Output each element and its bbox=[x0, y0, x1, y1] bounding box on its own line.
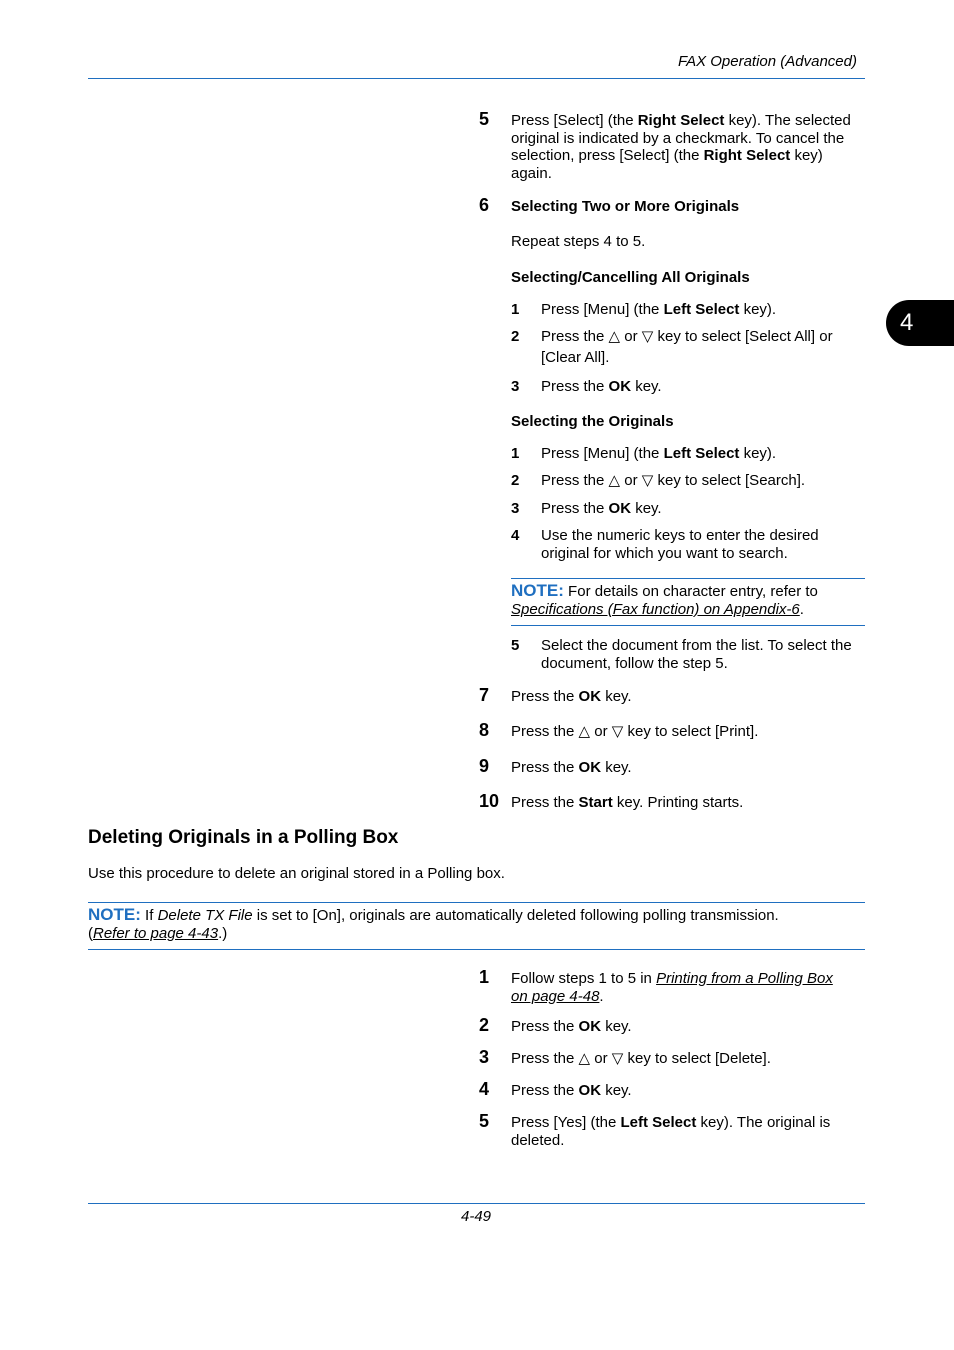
sub-step-number: 1 bbox=[511, 445, 520, 462]
note: NOTE: If Delete TX File is set to [On], originals are automatically deleted following polling transmission. (Refer to page 4-43.) bbox=[88, 905, 779, 942]
step-text: Repeat steps 4 to 5. bbox=[511, 233, 646, 250]
step-number: 2 bbox=[479, 1015, 490, 1035]
step-number: 5 bbox=[479, 1111, 490, 1131]
step-text: Press the OK key. bbox=[511, 759, 632, 776]
sub-step-text: Press [Menu] (the Left Select key). bbox=[541, 445, 777, 462]
sub-step-text: Select the document from the list. To select the document, follow the step 5. bbox=[541, 637, 852, 672]
step-number: 1 bbox=[479, 967, 490, 987]
note-rule-top bbox=[88, 902, 865, 903]
section-intro: Use this procedure to delete an original stored in a Polling box. bbox=[88, 865, 505, 882]
step-text: Press [Yes] (the Left Select key). The original is deleted. bbox=[511, 1114, 831, 1149]
chapter-tab: 4 bbox=[886, 300, 954, 346]
note-link[interactable]: Specifications (Fax function) on Appendix-6 bbox=[511, 601, 800, 618]
step-number: 6 bbox=[479, 195, 490, 215]
step-number: 3 bbox=[479, 1047, 490, 1067]
step-number: 7 bbox=[479, 685, 490, 705]
step-text: Press the OK key. bbox=[511, 1082, 632, 1099]
up-arrow-icon: △ bbox=[578, 723, 591, 740]
sub-step-number: 2 bbox=[511, 472, 520, 489]
down-arrow-icon: ▽ bbox=[641, 328, 654, 345]
sub-step-number: 3 bbox=[511, 500, 520, 517]
step-number: 9 bbox=[479, 756, 490, 776]
step-number: 5 bbox=[479, 109, 490, 129]
sub-step-text: Use the numeric keys to enter the desired original for which you want to search. bbox=[541, 527, 819, 562]
step-text: Press the △ or ▽ key to select [Delete]. bbox=[511, 1050, 771, 1067]
step-text: Press [Select] (the Right Select key). The selected original is indicated by a checkmark. To cancel the selection, press [Select] (the Right Select key) again. bbox=[511, 112, 851, 182]
step-link[interactable]: Printing from a Polling Box bbox=[656, 970, 833, 987]
step-text: Follow steps 1 to 5 in Printing from a Polling Box on page 4-48. bbox=[511, 970, 833, 1005]
step-heading: Selecting Two or More Originals bbox=[511, 198, 740, 215]
note: NOTE: For details on character entry, refer to Specifications (Fax function) on Appendix-6. bbox=[511, 581, 818, 618]
sub-step-text: Press the △ or ▽ key to select [Search]. bbox=[541, 472, 806, 489]
step-number: 8 bbox=[479, 720, 490, 740]
sub-step-text: Press the △ or ▽ key to select [Select All] or [Clear All]. bbox=[541, 328, 833, 366]
note-link[interactable]: Refer to page 4-43 bbox=[93, 925, 219, 942]
subsection-heading: Selecting/Cancelling All Originals bbox=[511, 269, 750, 286]
sub-step-number: 2 bbox=[511, 328, 520, 345]
sub-step-number: 1 bbox=[511, 301, 520, 318]
sub-step-number: 4 bbox=[511, 527, 520, 544]
section-heading: Deleting Originals in a Polling Box bbox=[88, 827, 399, 848]
step-text: Press the OK key. bbox=[511, 688, 632, 705]
step-number: 10 bbox=[479, 791, 500, 811]
step-link[interactable]: on page 4-48 bbox=[511, 987, 600, 1005]
down-arrow-icon: ▽ bbox=[641, 472, 654, 489]
up-arrow-icon: △ bbox=[608, 472, 621, 489]
note-rule-bottom bbox=[88, 949, 865, 950]
step-number: 4 bbox=[479, 1079, 490, 1099]
sub-step-text: Press the OK key. bbox=[541, 378, 662, 395]
down-arrow-icon: ▽ bbox=[611, 1050, 624, 1067]
step-text: Press the Start key. Printing starts. bbox=[511, 794, 744, 811]
down-arrow-icon: ▽ bbox=[611, 723, 624, 740]
note-rule-bottom bbox=[511, 625, 865, 626]
sub-step-number: 3 bbox=[511, 378, 520, 395]
header-rule bbox=[88, 78, 865, 79]
footer-rule bbox=[88, 1203, 865, 1204]
note-rule-top bbox=[511, 578, 865, 579]
sub-step-text: Press [Menu] (the Left Select key). bbox=[541, 301, 777, 318]
sub-step-text: Press the OK key. bbox=[541, 500, 662, 517]
step-text: Press the OK key. bbox=[511, 1018, 632, 1035]
page-number: 4-49 bbox=[461, 1208, 492, 1225]
step-text: Press the △ or ▽ key to select [Print]. bbox=[511, 723, 759, 740]
up-arrow-icon: △ bbox=[578, 1050, 591, 1067]
sub-step-number: 5 bbox=[511, 637, 520, 654]
subsection-heading: Selecting the Originals bbox=[511, 413, 674, 430]
header-title: FAX Operation (Advanced) bbox=[678, 53, 857, 70]
up-arrow-icon: △ bbox=[608, 328, 621, 345]
